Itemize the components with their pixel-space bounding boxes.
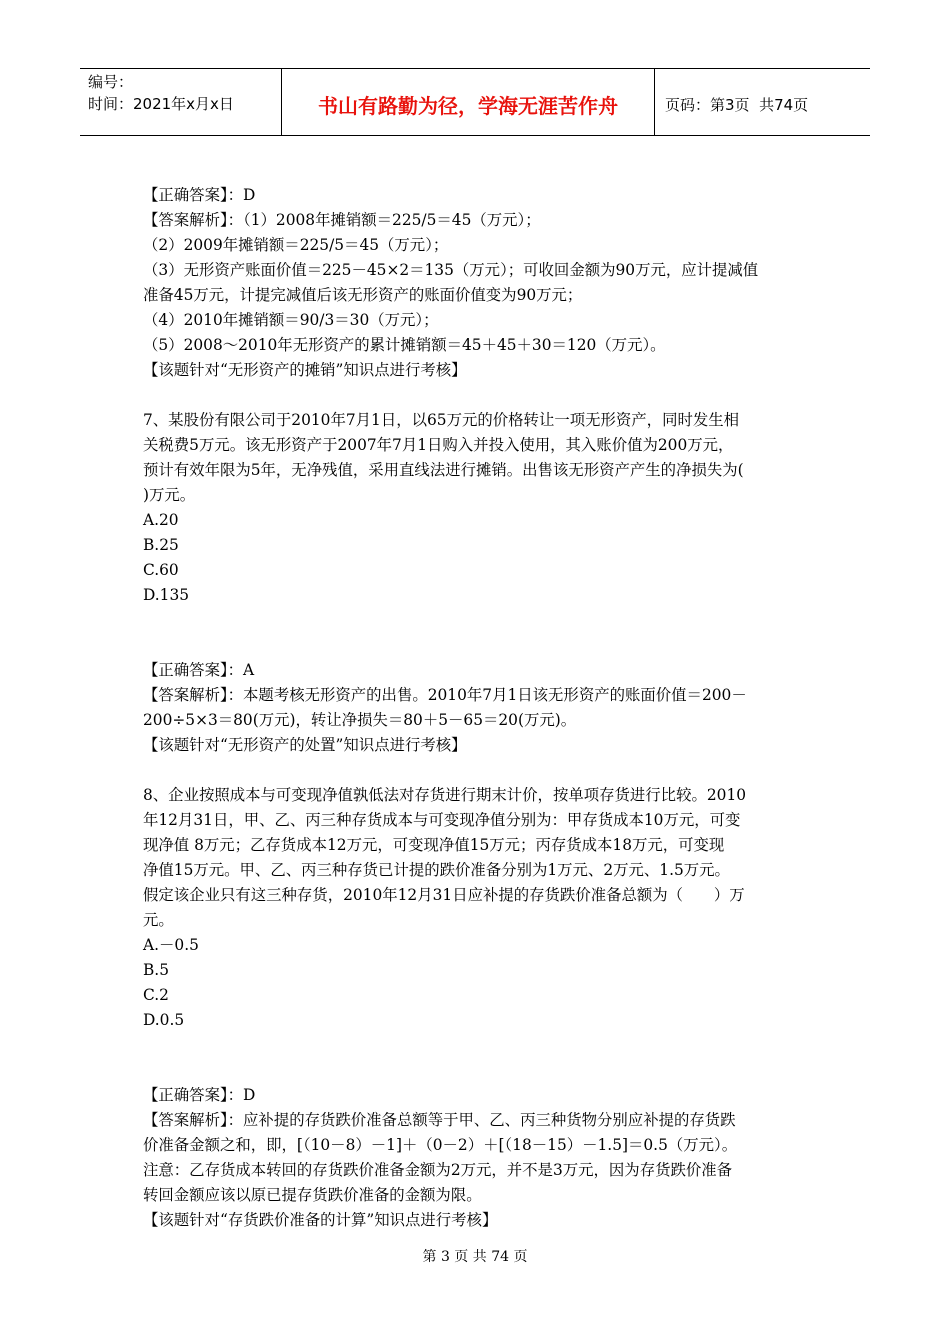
header-page-info: 页码：第3页 共74页 [665,95,809,114]
question-stem-line: 年12月31日，甲、乙、丙三种存货成本与可变现净值分别为：甲存货成本10万元，可变 [143,811,741,829]
option-a: A.20 [143,511,179,529]
analysis-line: 转回金额应该以原已提存货跌价准备的金额为限。 [143,1186,482,1204]
question-stem-line: 7、某股份有限公司于2010年7月1日，以65万元的价格转让一项无形资产，同时发生相 [143,411,740,429]
question-7 [143,408,809,608]
correct-answer: 【正确答案】：D [143,1086,256,1104]
correct-answer: 【正确答案】：D [143,186,256,204]
analysis-line: （2）2009年摊销额＝225/5＝45（万元）； [143,236,449,254]
option-c: C.2 [143,986,169,1004]
analysis-line: 【答案解析】：（1）2008年摊销额＝225/5＝45（万元）； [143,211,541,229]
analysis-line: 价准备金额之和，即，[（10－8）－1]＋（0－2）＋[（18－15）－1.5]＝0.5（万元）。 [143,1136,738,1154]
topic-note: 【该题针对“无形资产的摊销”知识点进行考核】 [143,361,467,379]
analysis-line: 准备45万元，计提完减值后该无形资产的账面价值变为90万元； [143,286,583,304]
option-b: B.5 [143,961,169,979]
document-time: 时间：2021年x月x日 [88,95,234,113]
option-c: C.60 [143,561,179,579]
document-number-label: 编号： [88,73,134,91]
analysis-line: 【答案解析】：本题考核无形资产的出售。2010年7月1日该无形资产的账面价值＝200－ [143,686,747,704]
document-body [143,183,809,1233]
question-stem-line: 8、企业按照成本与可变现净值孰低法对存货进行期末计价，按单项存货进行比较。2010 [143,786,747,804]
analysis-line: 注意：乙存货成本转回的存货跌价准备金额为2万元，并不是3万元，因为存货跌价准备 [143,1161,733,1179]
question-stem-line: 净值15万元。甲、乙、丙三种存货已计提的跌价准备分别为1万元、2万元、1.5万元。 [143,861,730,879]
option-d: D.0.5 [143,1011,185,1029]
option-a: A.－0.5 [143,936,199,954]
question-stem-line: 现净值 8万元；乙存货成本12万元，可变现净值15万元；丙存货成本18万元，可变现 [143,836,725,854]
correct-answer: 【正确答案】：A [143,661,255,679]
topic-note: 【该题针对“无形资产的处置”知识点进行考核】 [143,736,467,754]
header-meta [80,69,282,135]
analysis-line: （5）2008～2010年无形资产的累计摊销额＝45＋45＋30＝120（万元）。 [143,336,666,354]
answer-block-7 [143,658,809,758]
answer-block-8 [143,1083,809,1233]
question-8 [143,783,809,1033]
answer-block-6 [143,183,809,383]
header-motto: 书山有路勤为径，学海无涯苦作舟 [282,69,655,135]
analysis-line: 【答案解析】：应补提的存货跌价准备总额等于甲、乙、丙三种货物分别应补提的存货跌 [143,1111,736,1129]
analysis-line: （3）无形资产账面价值＝225－45×2＝135（万元）；可收回金额为90万元，应计提减值 [143,261,759,279]
option-b: B.25 [143,536,179,554]
question-stem-line: 元。 [143,911,174,929]
question-stem-line: 关税费5万元。该无形资产于2007年7月1日购入并投入使用，其入账价值为200万元， [143,436,734,454]
option-d: D.135 [143,586,190,604]
question-stem-line: 预计有效年限为5年，无净残值，采用直线法进行摊销。出售该无形资产产生的净损失为( [143,461,744,479]
page-footer: 第 3 页 共 74 页 [422,1249,528,1265]
analysis-line: （4）2010年摊销额＝90/3＝30（万元）； [143,311,439,329]
question-stem-line: 假定该企业只有这三种存货，2010年12月31日应补提的存货跌价准备总额为（ ）万 [143,886,745,904]
question-stem-line: )万元。 [143,486,196,504]
topic-note: 【该题针对“存货跌价准备的计算”知识点进行考核】 [143,1211,498,1229]
analysis-line: 200÷5×3＝80(万元)，转让净损失＝80＋5－65＝20(万元)。 [143,711,577,729]
page-header [80,68,870,136]
